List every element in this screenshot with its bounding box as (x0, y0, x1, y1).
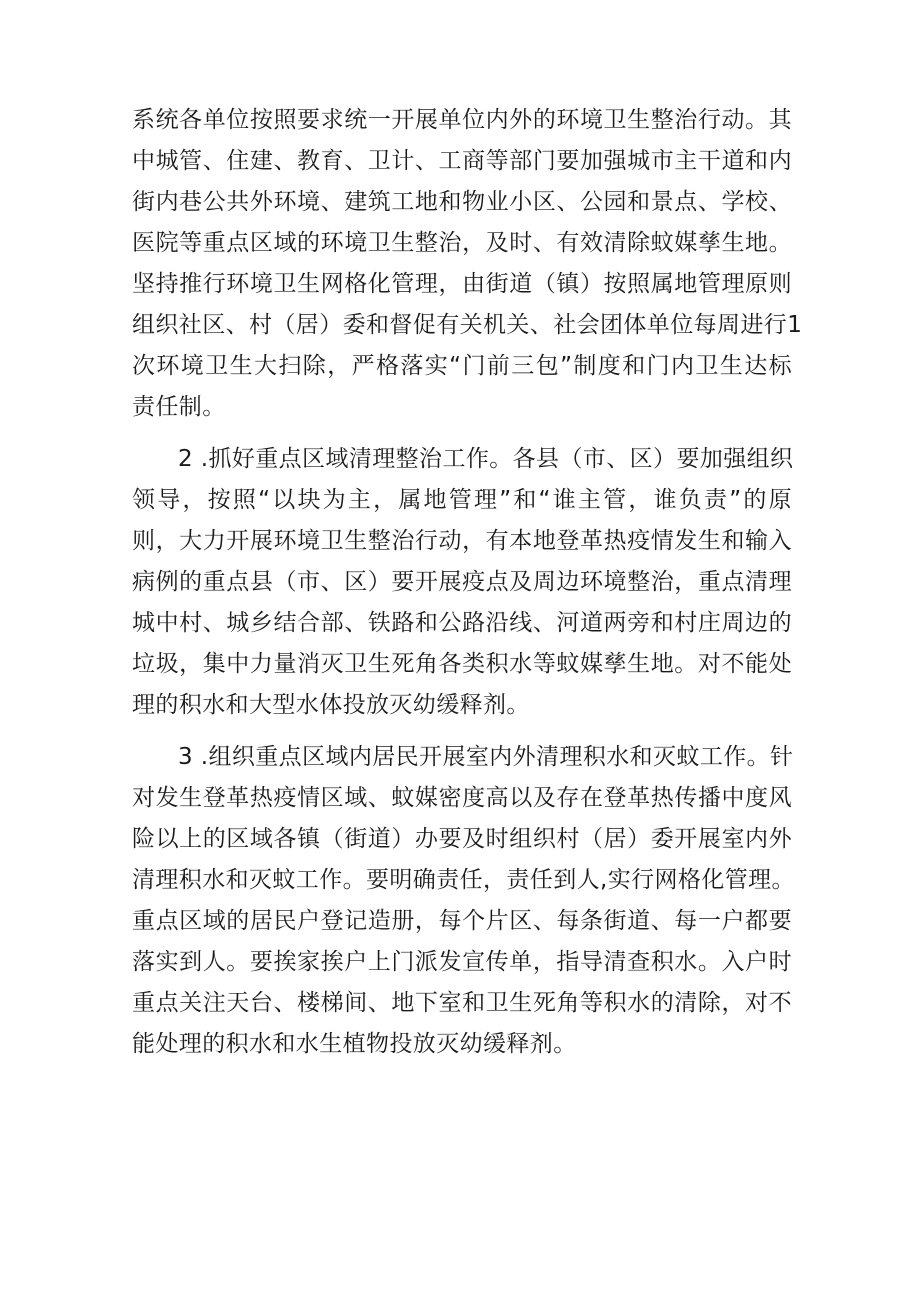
text-line: 险以上的区域各镇（街道）办要及时组织村（居）委开展室内外 (132, 826, 792, 852)
text-line: 则，大力开展环境卫生整治行动，有本地登革热疫情发生和输入 (132, 528, 792, 554)
paragraph-2 (132, 439, 792, 726)
text-line: 领导，按照“以块为主，属地管理”和“谁主管，谁负责”的原 (132, 487, 792, 513)
text-line: 对发生登革热疫情区域、蚊媒密度高以及存在登革热传播中度风 (132, 785, 792, 811)
text-line: 坚持推行环境卫生网格化管理，由街道（镇）按照属地管理原则 (132, 271, 792, 297)
text-line: 能处理的积水和水生植物投放灭幼缓释剂。 (132, 1031, 577, 1057)
text-line: 次环境卫生大扫除，严格落实“门前三包”制度和门内卫生达标 (132, 353, 792, 379)
text-line: 重点区域的居民户登记造册，每个片区、每条街道、每一户都要 (132, 908, 792, 934)
text-line: 城中村、城乡结合部、铁路和公路沿线、河道两旁和村庄周边的 (132, 610, 792, 636)
text-line: 医院等重点区域的环境卫生整治，及时、有效清除蚊媒孳生地。 (132, 230, 792, 256)
text-line: 重点关注天台、楼梯间、地下室和卫生死角等积水的清除，对不 (132, 990, 792, 1016)
text-line: 3 .组织重点区域内居民开展室内外清理积水和灭蚊工作。针 (178, 744, 794, 770)
paragraph-spacing (132, 726, 792, 737)
text-line: 2 .抓好重点区域清理整治工作。各县（市、区）要加强组织 (178, 446, 794, 472)
text-line: 中城管、住建、教育、卫计、工商等部门要加强城市主干道和内 (132, 148, 792, 174)
text-line: 组织社区、村（居）委和督促有关机关、社会团体单位每周进行1 (132, 312, 803, 338)
text-line: 清理积水和灭蚊工作。要明确责任，责任到人,实行网格化管理。 (132, 867, 795, 893)
text-line: 街内巷公共外环境、建筑工地和物业小区、公园和景点、学校、 (132, 189, 792, 215)
paragraph-1 (132, 100, 803, 428)
document-body (132, 100, 803, 1065)
text-line: 病例的重点县（市、区）要开展疫点及周边环境整治，重点清理 (132, 569, 792, 595)
text-line: 责任制。 (132, 394, 226, 420)
text-line: 理的积水和大型水体投放灭幼缓释剂。 (132, 692, 530, 718)
paragraph-spacing (132, 428, 792, 439)
text-line: 落实到人。要挨家挨户上门派发宣传单，指导清查积水。入户时 (132, 949, 792, 975)
paragraph-3 (132, 737, 795, 1065)
text-line: 垃圾，集中力量消灭卫生死角各类积水等蚊媒孳生地。对不能处 (132, 651, 792, 677)
text-line: 系统各单位按照要求统一开展单位内外的环境卫生整治行动。其 (132, 107, 792, 133)
